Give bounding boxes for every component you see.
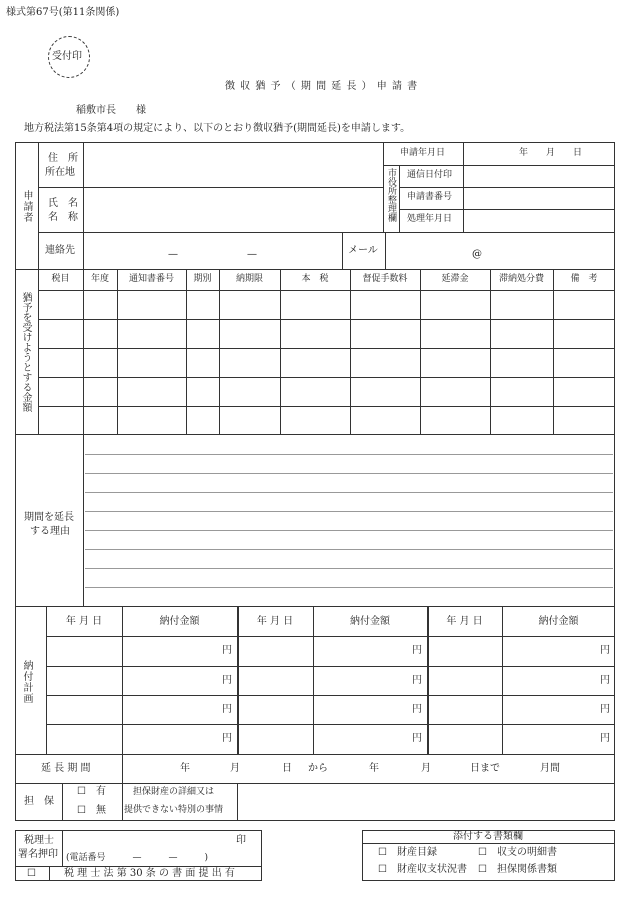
amounts-cell-input[interactable] [281,378,349,405]
amounts-cell-input[interactable] [39,349,82,376]
amounts-cell-input[interactable] [118,291,185,318]
plan-date-input[interactable] [429,668,500,693]
amounts-cell-input[interactable] [84,378,116,405]
extension-input[interactable] [124,756,613,782]
tax-accountant-label: 税理士 [24,835,54,846]
amounts-cell-input[interactable] [351,407,419,433]
plan-amount-input[interactable] [124,668,219,693]
plan-date-input[interactable] [48,668,120,693]
amounts-cell-input[interactable] [491,378,552,405]
email-input[interactable] [387,234,613,268]
plan-date-input[interactable] [239,638,311,664]
plan-date-input[interactable] [429,697,500,722]
address-label-2: 所在地 [45,167,75,178]
amounts-cell-input[interactable] [351,349,419,376]
amounts-cell-input[interactable] [554,349,614,376]
address-input[interactable] [85,144,381,185]
yen-unit: 円 [222,675,232,686]
plan-amount-input[interactable] [124,638,219,664]
amounts-header-2: 通知書番号 [128,274,174,284]
name-label: 氏 名 [48,198,78,209]
reception-stamp-label: 受付印 [52,51,82,62]
amounts-header-4: 納期限 [235,274,263,284]
collateral-yes-checkbox[interactable]: ☐ 有 [77,786,106,797]
amounts-cell-input[interactable] [220,378,279,405]
extension-year: 年 [180,763,190,774]
name-label-2: 名 称 [48,212,78,223]
amounts-cell-input[interactable] [554,378,614,405]
yen-unit: 円 [600,645,610,656]
plan-amount-input[interactable] [504,726,597,752]
amounts-cell-input[interactable] [84,349,116,376]
amounts-cell-input[interactable] [491,320,552,347]
phone-dash-1: — [168,249,178,260]
article30-checkbox[interactable]: ☐ [27,868,36,879]
plan-amount-input[interactable] [315,697,409,722]
applicant-section-label: 申請者 [21,190,32,223]
plan-date-input[interactable] [429,726,500,752]
extension-month-2: 月 [421,763,431,774]
amounts-cell-input[interactable] [220,407,279,433]
extension-year-2: 年 [369,763,379,774]
request-date-label: 申請年月日 [400,148,446,158]
amounts-cell-input[interactable] [351,320,419,347]
office-section-label: 市役所整理欄 [386,168,396,222]
plan-date-input[interactable] [429,638,500,664]
amounts-cell-input[interactable] [281,349,349,376]
amounts-cell-input[interactable] [421,349,489,376]
address-label: 住 所 [48,153,78,164]
amounts-cell-input[interactable] [554,320,614,347]
plan-amount-input[interactable] [315,726,409,752]
yen-unit: 円 [412,704,422,715]
plan-date-header: 年 月 日 [256,616,294,627]
amounts-cell-input[interactable] [491,291,552,318]
amounts-cell-input[interactable] [281,291,349,318]
collateral-note-2: 提供できない特別の事情 [124,805,224,815]
amounts-cell-input[interactable] [187,378,218,405]
amounts-cell-input[interactable] [84,320,116,347]
amounts-header-5: 本 税 [301,274,329,284]
amounts-cell-input[interactable] [554,291,614,318]
plan-date-input[interactable] [239,697,311,722]
plan-date-input[interactable] [239,726,311,752]
plan-amount-header: 納付金額 [159,616,200,627]
yen-unit: 円 [412,645,422,656]
yen-unit: 円 [412,675,422,686]
attachment-item[interactable]: ☐ 担保関係書類 [478,864,557,875]
amounts-header-0: 税目 [51,274,70,284]
article30-text: 税 理 士 法 第 30 条 の 書 面 提 出 有 [64,868,235,879]
collateral-detail-input[interactable] [239,785,613,819]
amounts-section-label: 猶予を受けようとする金額 [20,292,31,412]
yen-unit: 円 [600,704,610,715]
amounts-cell-input[interactable] [351,291,419,318]
amounts-cell-input[interactable] [118,320,185,347]
amounts-cell-input[interactable] [39,378,82,405]
amounts-cell-input[interactable] [220,320,279,347]
amounts-cell-input[interactable] [220,349,279,376]
extension-until: 日まで [470,763,500,774]
amounts-cell-input[interactable] [421,407,489,433]
attachment-item[interactable]: ☐ 財産目録 [378,847,437,858]
reason-label: 期間を延長 [24,512,74,523]
contact-label: 連絡先 [45,245,75,256]
process-date-label: 処理年月日 [407,214,453,224]
plan-section-label: 納付計画 [21,660,32,704]
yen-unit: 円 [412,733,422,744]
yen-unit: 円 [222,733,232,744]
amounts-cell-input[interactable] [351,378,419,405]
email-at-sign: @ [472,249,482,260]
amounts-header-8: 滞納処分費 [498,274,544,284]
reason-textarea[interactable] [85,436,613,605]
plan-amount-input[interactable] [504,697,597,722]
collateral-note: 担保財産の詳細又は [133,787,215,797]
plan-amount-input[interactable] [315,668,409,693]
amounts-cell-input[interactable] [187,291,218,318]
amounts-header-7: 延滞金 [441,274,469,284]
plan-amount-input[interactable] [315,638,409,664]
extension-from: から [308,763,328,774]
amounts-header-9: 備 考 [570,274,598,284]
amounts-cell-input[interactable] [39,291,82,318]
form-number: 様式第67号(第11条関係) [6,7,120,18]
amounts-cell-input[interactable] [187,320,218,347]
amounts-cell-input[interactable] [187,349,218,376]
amounts-cell-input[interactable] [281,407,349,433]
phone-dash-2: — [247,249,257,260]
attachment-item[interactable]: ☐ 財産収支状況書 [378,864,467,875]
amounts-cell-input[interactable] [118,407,185,433]
plan-amount-input[interactable] [124,726,219,752]
collateral-label: 担 保 [24,796,54,807]
tax-accountant-label-2: 署名押印 [18,849,58,860]
addressee: 稲敷市長 様 [76,105,146,116]
attachment-item[interactable]: ☐ 収支の明細書 [478,847,557,858]
amounts-header-6: 督促手数料 [362,274,408,284]
plan-date-header: 年 月 日 [446,616,483,627]
amounts-cell-input[interactable] [39,320,82,347]
request-date-value: 年 月 日 [519,148,583,158]
plan-amount-header: 納付金額 [350,616,390,627]
reason-label-2: する理由 [30,526,70,537]
amounts-cell-input[interactable] [187,407,218,433]
amounts-cell-input[interactable] [39,407,82,433]
intro-text: 地方税法第15条第4項の規定により、以下のとおり徴収猶予(期間延長)を申請します。 [24,123,411,134]
amounts-cell-input[interactable] [421,291,489,318]
amounts-cell-input[interactable] [281,320,349,347]
plan-date-input[interactable] [239,668,311,693]
page-title: 徴 収 猶 予 （ 期 間 延 長 ） 申 請 書 [225,81,419,92]
name-input[interactable] [85,189,381,230]
yen-unit: 円 [600,733,610,744]
amounts-cell-input[interactable] [491,407,552,433]
extension-day: 日 [282,763,292,774]
email-label: メール [348,245,378,256]
plan-amount-input[interactable] [124,697,219,722]
plan-amount-input[interactable] [504,668,597,693]
phone-line: (電話番号 — — ) [66,853,209,863]
yen-unit: 円 [222,704,232,715]
amounts-cell-input[interactable] [118,349,185,376]
contact-phone-input[interactable] [85,234,340,268]
comm-stamp-label: 通信日付印 [407,170,453,180]
plan-date-header: 年 月 日 [65,616,103,627]
amounts-header-1: 年度 [90,274,109,284]
attachments-title: 添付する書類欄 [453,831,523,842]
seal-mark: 印 [236,835,246,846]
plan-date-input[interactable] [48,638,120,664]
plan-date-input[interactable] [48,697,120,722]
yen-unit: 円 [222,645,232,656]
collateral-no-checkbox[interactable]: ☐ 無 [77,805,106,816]
amounts-cell-input[interactable] [554,407,614,433]
app-number-label: 申請書番号 [407,192,453,202]
plan-date-input[interactable] [48,726,120,752]
plan-amount-input[interactable] [504,638,597,664]
extension-month: 月 [230,763,240,774]
extension-label: 延 長 期 間 [41,763,91,774]
amounts-cell-input[interactable] [421,378,489,405]
yen-unit: 円 [600,675,610,686]
amounts-header-3: 期別 [193,274,212,284]
amounts-cell-input[interactable] [491,349,552,376]
plan-amount-header: 納付金額 [538,616,579,627]
amounts-cell-input[interactable] [220,291,279,318]
amounts-cell-input[interactable] [118,378,185,405]
amounts-cell-input[interactable] [84,291,116,318]
amounts-cell-input[interactable] [84,407,116,433]
extension-months: 月間 [540,763,560,774]
amounts-cell-input[interactable] [421,320,489,347]
